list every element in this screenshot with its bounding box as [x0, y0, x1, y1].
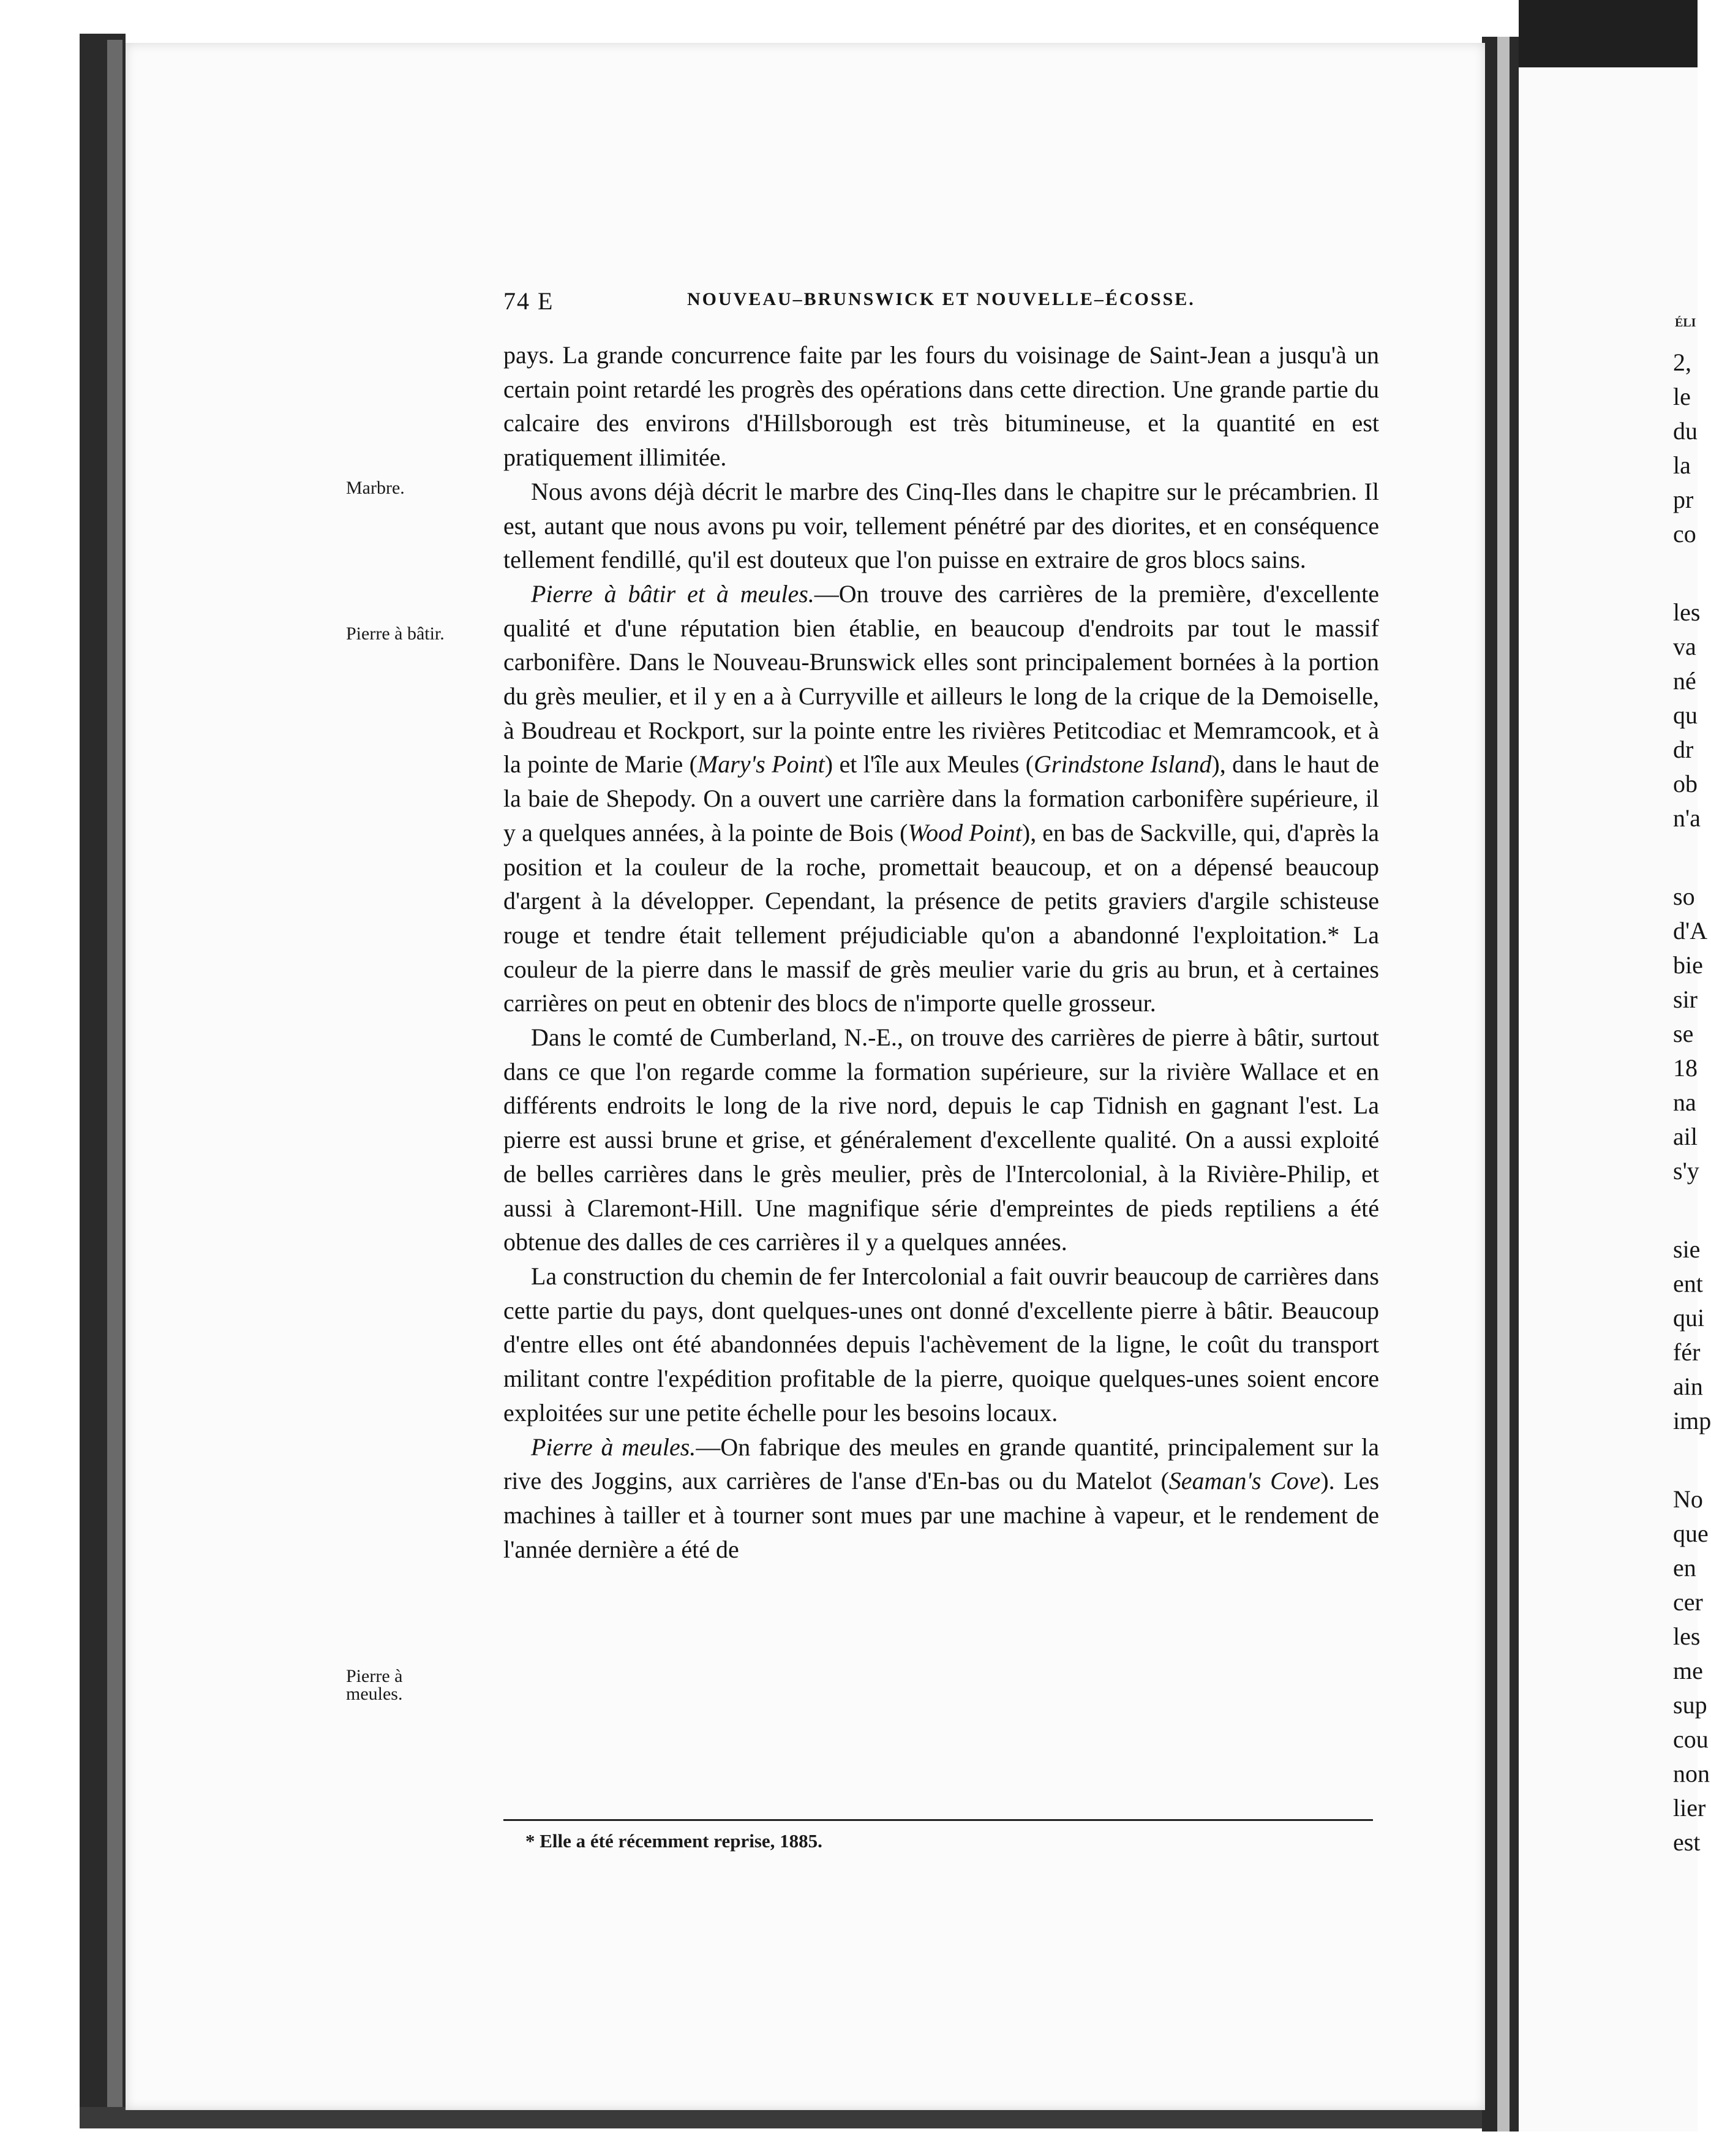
- running-title: NOUVEAU–BRUNSWICK ET NOUVELLE–ÉCOSSE.: [687, 289, 1195, 309]
- paragraph-3-heading: Pierre à bâtir et à meules.: [531, 579, 814, 608]
- facing-line: pr: [1673, 486, 1694, 513]
- facing-line: me: [1673, 1657, 1703, 1684]
- body-text: [503, 338, 1379, 1808]
- facing-line: na: [1673, 1088, 1696, 1116]
- facing-line: bie: [1673, 951, 1703, 979]
- facing-page-header: ÉLI: [1675, 316, 1696, 330]
- facing-line: dr: [1673, 736, 1694, 763]
- facing-line: ain: [1673, 1373, 1703, 1400]
- footnote-rule: [503, 1819, 1373, 1821]
- facing-line: en: [1673, 1554, 1696, 1581]
- facing-page: [1519, 67, 1701, 2132]
- facing-line: lier: [1673, 1794, 1706, 1822]
- facing-line: est: [1673, 1828, 1701, 1856]
- facing-line: sup: [1673, 1691, 1707, 1719]
- facing-line: imp: [1673, 1407, 1711, 1434]
- margin-note-pierre-batir: Pierre à bâtir.: [346, 624, 445, 644]
- book-edge-shadow: [107, 40, 122, 2113]
- facing-line: les: [1673, 598, 1701, 626]
- facing-line: No: [1673, 1485, 1703, 1513]
- paragraph-6: Pierre à meules.—On fabrique des meules en grande quantité, principalement sur la rive des Joggins, aux carrières de l'anse d'En-bas ou du Matelot (Seaman's Cove). Les machines à tailler et à tourner sont mues par une machine à vapeur, et le rendement de l'année dernière a été de: [503, 1433, 1380, 1563]
- facing-line: so: [1673, 883, 1695, 910]
- gutter-highlight: [1497, 37, 1510, 2132]
- facing-line: cer: [1673, 1588, 1703, 1616]
- facing-line: s'y: [1673, 1157, 1699, 1185]
- scan-dark-corner: [1519, 0, 1698, 74]
- facing-line: ob: [1673, 770, 1698, 797]
- footnote: * Elle a été récemment reprise, 1885.: [525, 1830, 822, 1852]
- running-header: [503, 287, 1391, 323]
- facing-line: sie: [1673, 1235, 1701, 1263]
- facing-line: qui: [1673, 1304, 1705, 1332]
- paragraph-2: Nous avons déjà décrit le marbre des Cinq-Iles dans le chapitre sur le précambrien. Il est, autant que nous avons pu voir, tellement pénétré par des diorites, et en conséquence tellement fendillé, qu'il est douteux que l'on puisse en extraire de gros blocs sains.: [503, 477, 1379, 574]
- paragraph-4: Dans le comté de Cumberland, N.-E., on trouve des carrières de pierre à bâtir, surtout dans ce que l'on regarde comme la formation supérieure, sur la rivière Wallace et en différents endroits le long de la rive nord, depuis le cap Tidnish en gagnant l'est. La pierre est aussi brune et grise, et généralement d'excellente qualité. On a aussi exploité de belles carrières dans le grès meulier, près de l'Intercolonial, à la Rivière-Philip, et aussi à Claremont-Hill. Une magnifique série d'empreintes de pieds reptiliens a été obtenue des dalles de ces carrières il y a quelques années.: [503, 1023, 1379, 1256]
- paragraph-3: Pierre à bâtir et à meules.—On trouve des carrières de la première, d'excellente qualité et d'une réputation bien établie, en beaucoup d'endroits par tout le massif carbonifère. Dans le Nouveau-Brunswick elles sont principalement bornées à la portion du grès meulier, et il y en a à Curryville et ailleurs le long de la crique de la Demoiselle, à Boudreau et Rockport, sur la pointe entre les rivières Petitcodiac et Memramcook, et à la pointe de Marie (Mary's Point) et l'île aux Meules (Grindstone Island), dans le haut de la baie de Shepody. On a ouvert une carrière dans la formation carbonifère supérieure, il y a quelques années, à la pointe de Bois (Wood Point), en bas de Sackville, qui, d'après la position et la couleur de la roche, promettait beaucoup, et on a dépensé beaucoup d'argent à la développer. Cependant, la présence de petits graviers d'argile schisteuse rouge et tendre était tellement préjudiciable qu'on a abandonné l'exploitation.* La couleur de la pierre dans le massif de grès meulier varie du gris au brun, et à certaines carrières on peut en obtenir des blocs de n'importe quelle grosseur.: [503, 579, 1380, 1017]
- facing-line: sir: [1673, 986, 1698, 1013]
- facing-line: non: [1673, 1760, 1710, 1787]
- facing-line: du: [1673, 417, 1698, 445]
- facing-line: qu: [1673, 701, 1698, 729]
- margin-note-pierre-meules: Pierre à meules.: [346, 1666, 403, 1704]
- facing-line: ent: [1673, 1270, 1703, 1297]
- facing-line: d'A: [1673, 917, 1708, 944]
- paragraph-1: pays. La grande concurrence faite par les fours du voisinage de Saint-Jean a jusqu'à un certain point retardé les progrès des opérations dans cette direction. Une grande partie du calcaire des environs d'Hillsborough est très bitumineuse, et la quantité en est pratiquement illimitée.: [503, 341, 1379, 472]
- facing-line: 18: [1673, 1054, 1698, 1082]
- facing-line: cou: [1673, 1725, 1709, 1753]
- margin-note-marbre: Marbre.: [346, 478, 405, 498]
- paragraph-6-heading: Pierre à meules.: [531, 1433, 696, 1461]
- facing-line: que: [1673, 1520, 1709, 1547]
- facing-line: 2,: [1673, 349, 1691, 376]
- facing-line: n'a: [1673, 804, 1701, 832]
- facing-line: se: [1673, 1020, 1694, 1047]
- facing-line: va: [1673, 633, 1696, 660]
- facing-line: le: [1673, 383, 1691, 410]
- paragraph-5: La construction du chemin de fer Intercolonial a fait ouvrir beaucoup de carrières dans cette partie du pays, dont quelques-unes ont donné d'excellente pierre à bâtir. Beaucoup d'entre elles ont été abandonnées depuis l'achèvement de la ligne, le coût du transport militant contre l'expédition profitable de la pierre, quoique quelques-unes soient encore exploitées sur une petite échelle pour les besoins locaux.: [503, 1262, 1379, 1427]
- facing-line: fér: [1673, 1338, 1701, 1366]
- facing-line: né: [1673, 667, 1696, 695]
- facing-line: la: [1673, 451, 1691, 479]
- book-edge-bottom: [80, 2107, 1500, 2128]
- facing-line: ail: [1673, 1123, 1698, 1150]
- facing-line: co: [1673, 520, 1696, 548]
- page-number: 74 E: [503, 287, 554, 315]
- facing-line: les: [1673, 1623, 1701, 1650]
